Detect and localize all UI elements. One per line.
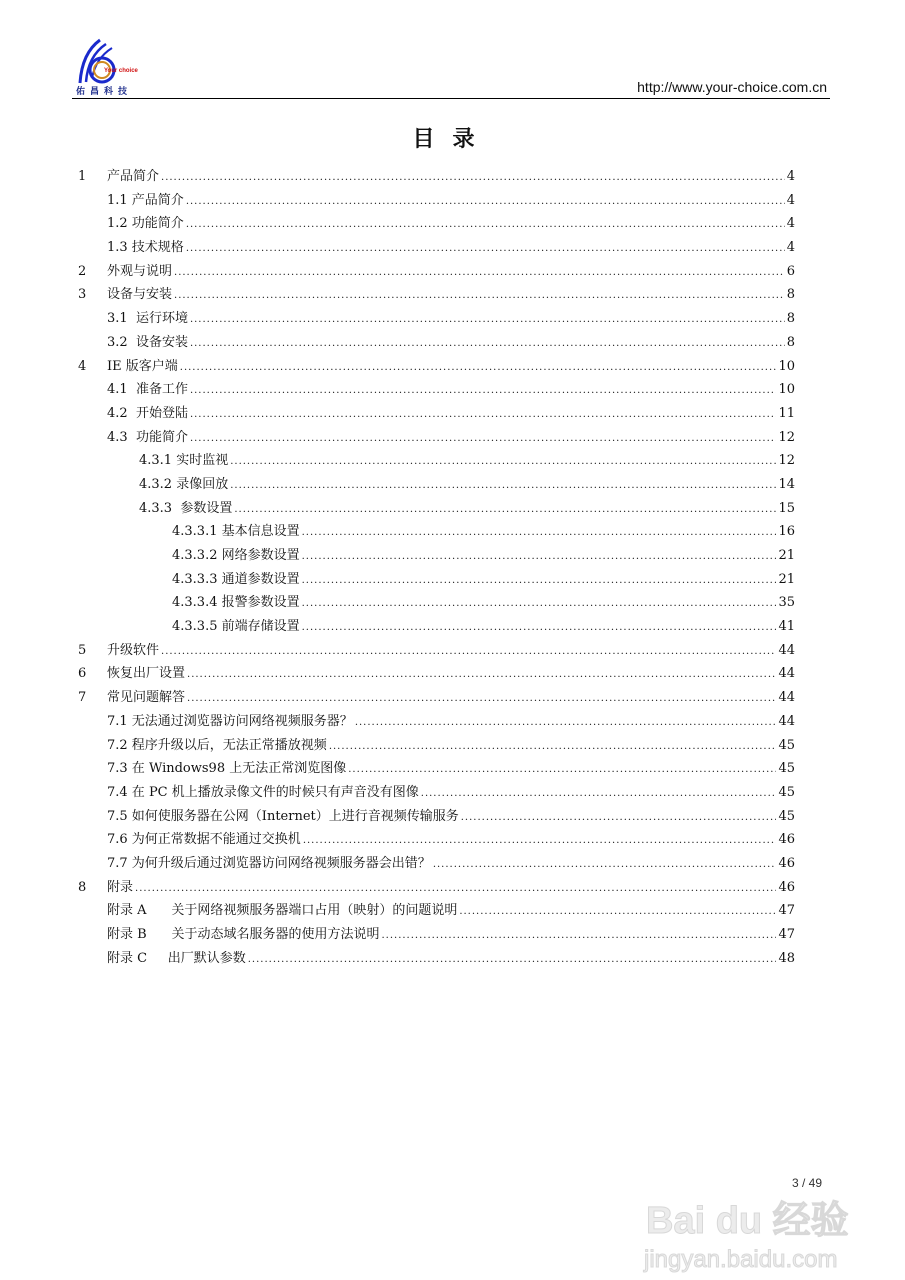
toc-entry[interactable] <box>78 591 795 615</box>
toc-page-number: 48 <box>778 950 795 966</box>
toc-leader-dots <box>161 166 785 190</box>
toc-number: 5 <box>78 642 87 658</box>
toc-entry[interactable] <box>78 615 795 639</box>
toc-entry[interactable] <box>78 876 795 900</box>
toc-entry[interactable] <box>78 923 795 947</box>
watermark-brand: Bai du 经验 <box>646 1200 849 1242</box>
toc-leader-dots <box>248 948 777 972</box>
toc-entry[interactable] <box>78 899 795 923</box>
toc-title: 附录 C 出厂默认参数 <box>107 950 246 966</box>
toc-leader-dots <box>461 806 777 830</box>
toc-page-number: 35 <box>778 595 795 611</box>
toc-leader-dots <box>433 853 777 877</box>
toc-title: 外观与说明 <box>107 263 173 279</box>
toc-entry[interactable] <box>78 473 795 497</box>
toc-page-number: 14 <box>778 476 795 492</box>
toc-entry[interactable] <box>78 355 795 379</box>
toc-entry[interactable] <box>78 307 795 331</box>
toc-page-number: 47 <box>778 903 795 919</box>
toc-leader-dots <box>186 237 785 261</box>
toc-entry[interactable] <box>78 497 795 521</box>
toc-number: 7 <box>78 690 87 706</box>
toc-entry[interactable] <box>78 283 795 307</box>
toc-entry[interactable] <box>78 781 795 805</box>
toc-entry[interactable] <box>78 544 795 568</box>
toc-entry[interactable] <box>78 449 795 473</box>
toc-title: 4.3.3.3 通道参数设置 <box>172 571 300 587</box>
toc-leader-dots <box>190 308 785 332</box>
table-of-contents <box>78 165 795 970</box>
toc-title: 4.3.3.1 基本信息设置 <box>172 524 300 540</box>
toc-entry[interactable] <box>78 686 795 710</box>
toc-leader-dots <box>161 640 776 664</box>
page-indicator: 3 / 49 <box>792 1176 823 1190</box>
toc-title: 7.6 为何正常数据不能通过交换机 <box>107 832 301 848</box>
toc-title: 3.1 运行环境 <box>107 311 188 327</box>
toc-leader-dots <box>186 190 785 214</box>
toc-leader-dots <box>421 782 777 806</box>
logo-chinese-name: 佑昌科技 <box>76 87 133 97</box>
toc-leader-dots <box>135 877 776 901</box>
toc-title: 4.3.2 录像回放 <box>139 476 229 492</box>
toc-title: 3.2 设备安装 <box>107 334 188 350</box>
toc-leader-dots <box>230 450 776 474</box>
toc-title: 4.1 准备工作 <box>107 382 188 398</box>
toc-page-number: 44 <box>778 642 795 658</box>
toc-page-number: 8 <box>786 287 795 303</box>
toc-leader-dots <box>187 663 776 687</box>
toc-title: 1.2 功能简介 <box>107 216 184 232</box>
toc-page-number: 44 <box>778 713 795 729</box>
toc-number: 8 <box>78 879 87 895</box>
toc-entry[interactable] <box>78 639 795 663</box>
toc-page-number: 4 <box>786 240 795 256</box>
toc-leader-dots <box>180 356 777 380</box>
toc-title: 4.2 开始登陆 <box>107 405 188 421</box>
toc-leader-dots <box>230 474 776 498</box>
toc-page-number: 10 <box>778 382 795 398</box>
toc-leader-dots <box>302 545 777 569</box>
toc-title: 附录 A 关于网络视频服务器端口占用（映射）的问题说明 <box>107 903 458 919</box>
toc-page-number: 41 <box>778 619 795 635</box>
toc-entry[interactable] <box>78 852 795 876</box>
toc-title: 7.3 在 Windows98 上无法正常浏览图像 <box>107 761 347 777</box>
baidu-watermark <box>640 1200 880 1278</box>
toc-title: IE 版客户端 <box>107 358 178 374</box>
toc-page-number: 44 <box>778 666 795 682</box>
toc-title: 恢复出厂设置 <box>107 666 186 682</box>
toc-title: 7.5 如何使服务器在公网（Internet）上进行音视频传输服务 <box>107 808 459 824</box>
toc-page-number: 12 <box>778 453 795 469</box>
toc-number: 1 <box>78 169 87 184</box>
toc-title: 7.1 无法通过浏览器访问网络视频服务器？ <box>107 713 353 729</box>
toc-page-number: 4 <box>786 216 795 232</box>
toc-entry[interactable] <box>78 426 795 450</box>
toc-leader-dots <box>302 521 777 545</box>
toc-title: 4.3.3.5 前端存储设置 <box>172 619 300 635</box>
company-logo <box>72 38 142 86</box>
header-url: http://www.your-choice.com.cn <box>637 79 827 95</box>
toc-title: 4.3.1 实时监视 <box>139 453 229 469</box>
header-divider <box>72 98 830 99</box>
toc-leader-dots <box>355 711 777 735</box>
toc-page-number: 46 <box>778 855 795 871</box>
toc-leader-dots <box>348 758 776 782</box>
toc-title: 4.3 功能简介 <box>107 429 188 445</box>
toc-title: 产品简介 <box>107 169 160 184</box>
toc-leader-dots <box>190 332 785 356</box>
toc-page-number: 8 <box>786 334 795 350</box>
toc-entry[interactable] <box>78 212 795 236</box>
toc-page-number: 45 <box>778 737 795 753</box>
toc-entry[interactable] <box>78 165 795 189</box>
toc-entry[interactable] <box>78 662 795 686</box>
toc-page-number: 46 <box>778 879 795 895</box>
toc-page-number: 21 <box>778 548 795 563</box>
toc-page-number: 16 <box>778 524 795 540</box>
toc-entry[interactable] <box>78 260 795 284</box>
toc-leader-dots <box>186 213 785 237</box>
toc-leader-dots <box>187 687 776 711</box>
toc-page-number: 45 <box>778 808 795 824</box>
toc-title: 附录 B 关于动态域名服务器的使用方法说明 <box>107 927 380 942</box>
toc-entry[interactable] <box>78 402 795 426</box>
toc-page-number: 15 <box>778 500 795 516</box>
toc-title: 7.4 在 PC 机上播放录像文件的时候只有声音没有图像 <box>107 784 419 800</box>
toc-entry[interactable] <box>78 331 795 355</box>
toc-leader-dots <box>329 735 777 759</box>
toc-title: 1.1 产品简介 <box>107 192 184 208</box>
toc-entry[interactable] <box>78 189 795 213</box>
toc-number: 2 <box>78 263 87 279</box>
toc-page-number: 10 <box>778 358 795 374</box>
toc-page-number: 47 <box>778 927 795 942</box>
toc-leader-dots <box>459 900 776 924</box>
toc-entry[interactable] <box>78 757 795 781</box>
toc-title: 7.7 为何升级后通过浏览器访问网络视频服务器会出错？ <box>107 855 431 871</box>
watermark-url: jingyan.baidu.com <box>644 1246 838 1273</box>
toc-entry[interactable] <box>78 236 795 260</box>
toc-title: 附录 <box>107 879 134 895</box>
toc-leader-dots <box>174 284 785 308</box>
toc-title: 常见问题解答 <box>107 690 186 706</box>
toc-page-number: 6 <box>786 263 795 279</box>
toc-title: 4.3.3.4 报警参数设置 <box>172 595 300 611</box>
toc-entry[interactable] <box>78 805 795 829</box>
toc-leader-dots <box>302 569 777 593</box>
toc-leader-dots <box>302 616 777 640</box>
toc-page-number: 4 <box>786 192 795 208</box>
toc-title: 1.3 技术规格 <box>107 240 184 256</box>
toc-page-number: 45 <box>778 761 795 777</box>
toc-leader-dots <box>303 829 777 853</box>
toc-page-number: 21 <box>778 571 795 587</box>
toc-entry[interactable] <box>78 710 795 734</box>
toc-entry[interactable] <box>78 947 795 971</box>
toc-entry[interactable] <box>78 734 795 758</box>
toc-entry[interactable] <box>78 828 795 852</box>
toc-entry[interactable] <box>78 568 795 592</box>
toc-leader-dots <box>381 924 776 948</box>
toc-page-number: 4 <box>786 169 795 184</box>
toc-leader-dots <box>190 427 777 451</box>
toc-entry[interactable] <box>78 378 795 402</box>
toc-number: 4 <box>78 358 87 374</box>
toc-title: 4.3.3.2 网络参数设置 <box>172 548 300 563</box>
toc-page-number: 46 <box>778 832 795 848</box>
toc-title: 4.3.3 参数设置 <box>139 500 233 516</box>
toc-leader-dots <box>174 261 785 285</box>
toc-title: 7.2 程序升级以后，无法正常播放视频 <box>107 737 327 753</box>
toc-page-number: 12 <box>778 429 795 445</box>
toc-number: 3 <box>78 287 87 303</box>
toc-leader-dots <box>234 498 776 522</box>
logo-text: Your choice <box>104 68 138 74</box>
page-title: 目录 <box>412 126 493 152</box>
toc-page-number: 45 <box>778 784 795 800</box>
toc-entry[interactable] <box>78 520 795 544</box>
toc-leader-dots <box>190 403 777 427</box>
toc-page-number: 11 <box>778 405 795 421</box>
toc-leader-dots <box>190 379 777 403</box>
toc-number: 6 <box>78 666 87 682</box>
toc-title: 设备与安装 <box>107 287 173 303</box>
toc-leader-dots <box>302 592 777 616</box>
toc-page-number: 44 <box>778 690 795 706</box>
toc-page-number: 8 <box>786 311 795 327</box>
toc-title: 升级软件 <box>107 642 160 658</box>
